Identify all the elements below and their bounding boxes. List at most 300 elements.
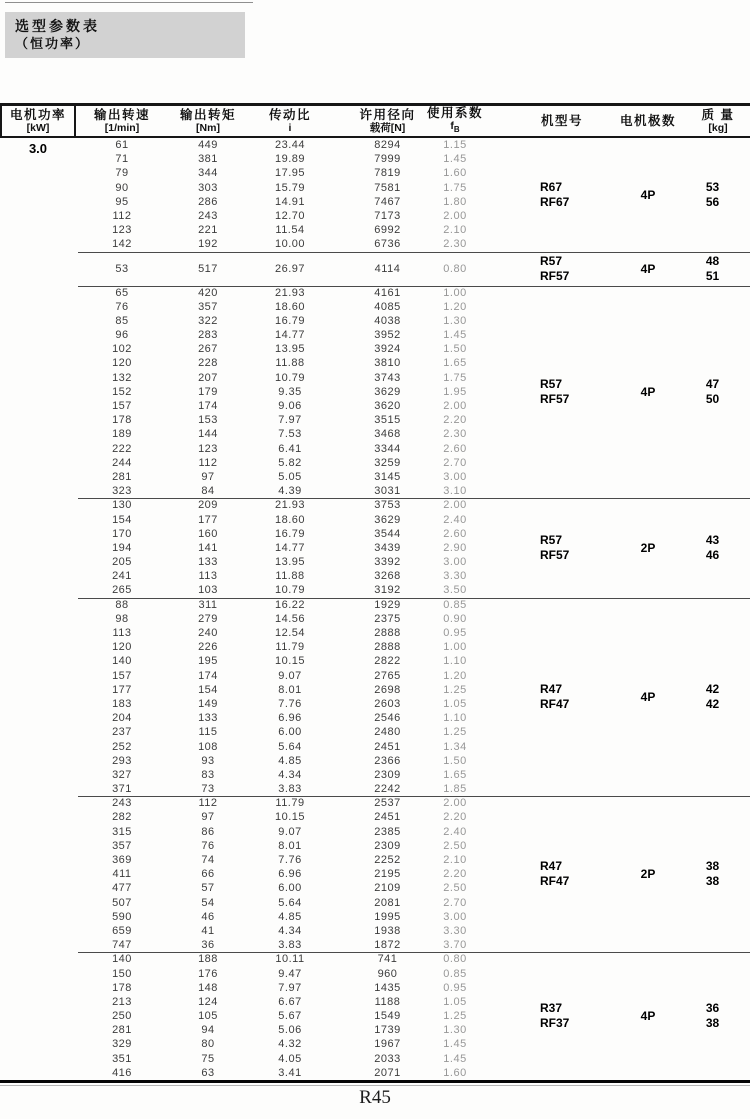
gearbox-model bbox=[540, 254, 569, 284]
table-row bbox=[0, 1052, 750, 1066]
radial-load-value: 2309 bbox=[374, 839, 401, 852]
output-speed-value: 327 bbox=[112, 768, 132, 781]
header-weight-label: 质 量 bbox=[701, 108, 735, 122]
table-row bbox=[0, 782, 750, 796]
output-torque-value: 97 bbox=[201, 811, 215, 824]
radial-load-value: 3629 bbox=[374, 385, 401, 398]
output-torque-value: 83 bbox=[201, 768, 215, 781]
motor-poles-value: 4P bbox=[640, 261, 656, 276]
ratio-value: 23.44 bbox=[274, 139, 306, 151]
table-row bbox=[0, 711, 750, 725]
radial-load-value: 1872 bbox=[374, 939, 401, 952]
output-torque-value: 311 bbox=[198, 598, 218, 611]
radial-load-value: 8294 bbox=[374, 139, 401, 151]
radial-load-value: 7467 bbox=[374, 195, 401, 208]
radial-load-value: 2309 bbox=[374, 768, 401, 781]
header-service-factor bbox=[422, 106, 488, 136]
output-torque-value: 154 bbox=[198, 683, 218, 696]
service-factor-value: 3.00 bbox=[443, 556, 467, 569]
table-row bbox=[0, 286, 750, 300]
output-torque-value: 322 bbox=[198, 314, 218, 327]
output-speed-value: 61 bbox=[115, 139, 129, 151]
output-speed-value: 204 bbox=[112, 712, 132, 725]
service-factor-value: 0.80 bbox=[443, 262, 467, 275]
output-speed-value: 154 bbox=[112, 513, 132, 526]
output-speed-value: 53 bbox=[115, 262, 129, 275]
table-group bbox=[0, 952, 750, 1080]
radial-load-value: 2109 bbox=[374, 882, 401, 895]
ratio-value: 9.35 bbox=[278, 385, 302, 398]
service-factor-value: 1.30 bbox=[443, 1024, 467, 1037]
output-torque-value: 133 bbox=[198, 556, 218, 569]
weight-value: 38 bbox=[705, 1016, 720, 1031]
output-torque-value: 57 bbox=[201, 882, 215, 895]
table-group bbox=[0, 286, 750, 499]
output-torque-value: 226 bbox=[198, 641, 218, 654]
header-motor-power bbox=[0, 106, 76, 136]
service-factor-value: 2.60 bbox=[443, 527, 467, 540]
ratio-value: 5.64 bbox=[278, 740, 302, 753]
ratio-value: 6.00 bbox=[278, 726, 302, 739]
output-speed-value: 142 bbox=[112, 238, 132, 251]
gearbox-model-name: RF67 bbox=[540, 194, 570, 209]
service-factor-value: 1.05 bbox=[443, 995, 467, 1008]
radial-load-value: 1188 bbox=[374, 995, 401, 1008]
table-row bbox=[0, 995, 750, 1009]
radial-load-value: 2366 bbox=[374, 754, 401, 767]
table-row bbox=[0, 356, 750, 370]
radial-load-value: 3392 bbox=[374, 556, 401, 569]
table-row bbox=[0, 754, 750, 768]
service-factor-value: 1.15 bbox=[443, 139, 467, 151]
ratio-value: 7.53 bbox=[278, 428, 302, 441]
service-factor-value: 1.25 bbox=[443, 1010, 467, 1023]
weight-values bbox=[690, 682, 735, 712]
output-torque-value: 174 bbox=[198, 669, 218, 682]
ratio-value: 6.96 bbox=[278, 712, 302, 725]
table-row bbox=[0, 825, 750, 839]
output-torque-value: 124 bbox=[198, 995, 218, 1008]
service-factor-value: 2.20 bbox=[443, 811, 467, 824]
service-factor-value: 1.65 bbox=[443, 768, 467, 781]
service-factor-value: 2.50 bbox=[443, 882, 467, 895]
radial-load-value: 3544 bbox=[374, 527, 401, 540]
service-factor-value: 1.65 bbox=[443, 357, 467, 370]
service-factor-value: 1.20 bbox=[443, 669, 467, 682]
radial-load-value: 1929 bbox=[374, 598, 401, 611]
header-motor-power-unit: [kW] bbox=[26, 122, 50, 134]
ratio-value: 11.54 bbox=[275, 224, 305, 237]
ratio-value: 12.70 bbox=[274, 209, 306, 222]
table-row bbox=[0, 470, 750, 484]
output-torque-value: 381 bbox=[198, 153, 218, 166]
table-row bbox=[0, 513, 750, 527]
output-torque-value: 149 bbox=[198, 697, 218, 710]
radial-load-value: 3924 bbox=[374, 343, 401, 356]
radial-load-value: 7581 bbox=[374, 181, 401, 194]
table-row bbox=[0, 839, 750, 853]
page-top-rule bbox=[5, 2, 253, 3]
motor-poles-value: 4P bbox=[640, 1009, 656, 1024]
output-torque-value: 144 bbox=[198, 428, 218, 441]
table-row bbox=[0, 342, 750, 356]
ratio-value: 10.11 bbox=[275, 953, 305, 966]
output-speed-value: 140 bbox=[112, 655, 132, 668]
output-torque-value: 80 bbox=[201, 1038, 215, 1051]
radial-load-value: 3620 bbox=[374, 400, 401, 412]
weight-values bbox=[690, 254, 735, 284]
radial-load-value: 7819 bbox=[374, 167, 401, 180]
table-row bbox=[0, 853, 750, 867]
ratio-value: 11.88 bbox=[275, 570, 305, 583]
table-row bbox=[0, 152, 750, 166]
output-speed-value: 194 bbox=[112, 541, 132, 554]
gearbox-model-name: RF47 bbox=[540, 874, 570, 889]
header-output-torque bbox=[168, 106, 248, 136]
output-speed-value: 241 bbox=[112, 570, 132, 583]
service-factor-value: 1.50 bbox=[443, 343, 467, 356]
service-factor-value: 2.40 bbox=[443, 513, 467, 526]
output-speed-value: 265 bbox=[112, 584, 132, 597]
output-torque-value: 357 bbox=[198, 300, 218, 313]
service-factor-value: 2.20 bbox=[443, 868, 467, 881]
ratio-value: 10.15 bbox=[274, 811, 306, 824]
output-speed-value: 590 bbox=[112, 910, 132, 923]
motor-poles-value: 2P bbox=[640, 867, 656, 882]
gearbox-model-name: R47 bbox=[540, 859, 563, 874]
output-torque-value: 108 bbox=[198, 740, 218, 753]
header-service-factor-label: 使用系数 bbox=[426, 105, 483, 120]
output-torque-value: 46 bbox=[201, 910, 215, 923]
ratio-value: 3.83 bbox=[278, 783, 302, 796]
output-speed-value: 507 bbox=[112, 896, 132, 909]
header-service-factor-symbol: $f_B$ bbox=[450, 119, 460, 135]
ratio-value: 4.34 bbox=[278, 924, 302, 937]
ratio-value: 9.47 bbox=[278, 967, 302, 980]
table-row bbox=[0, 598, 750, 612]
output-speed-value: 96 bbox=[115, 329, 129, 342]
output-torque-value: 286 bbox=[198, 195, 218, 208]
weight-value: 46 bbox=[705, 547, 720, 562]
table-row bbox=[0, 938, 750, 952]
radial-load-value: 3952 bbox=[374, 329, 401, 342]
service-factor-value: 2.50 bbox=[443, 839, 467, 852]
output-torque-value: 517 bbox=[198, 262, 218, 275]
table-row bbox=[0, 237, 750, 251]
output-torque-value: 36 bbox=[201, 939, 215, 952]
radial-load-value: 1967 bbox=[374, 1038, 401, 1051]
output-speed-value: 157 bbox=[112, 669, 132, 682]
output-torque-value: 133 bbox=[198, 712, 218, 725]
output-torque-value: 115 bbox=[198, 726, 218, 739]
output-speed-value: 205 bbox=[112, 556, 132, 569]
output-torque-value: 240 bbox=[198, 627, 218, 639]
radial-load-value: 4161 bbox=[374, 286, 401, 299]
table-row bbox=[0, 1066, 750, 1080]
gearbox-model-name: RF47 bbox=[540, 696, 570, 711]
service-factor-value: 1.85 bbox=[443, 783, 467, 796]
output-torque-value: 148 bbox=[198, 981, 218, 994]
service-factor-value: 1.45 bbox=[443, 1038, 467, 1051]
output-speed-value: 157 bbox=[112, 400, 132, 412]
header-output-torque-label: 输出转矩 bbox=[179, 108, 236, 122]
header-output-speed-label: 输出转速 bbox=[93, 108, 150, 122]
radial-load-value: 2888 bbox=[374, 641, 401, 654]
service-factor-value: 0.95 bbox=[443, 981, 467, 994]
table-group bbox=[0, 598, 750, 797]
output-torque-value: 63 bbox=[201, 1066, 215, 1079]
radial-load-value: 2451 bbox=[374, 740, 401, 753]
table-group bbox=[0, 252, 750, 286]
table-row bbox=[0, 881, 750, 895]
table-row bbox=[0, 498, 750, 512]
table-row bbox=[0, 810, 750, 824]
ratio-value: 19.89 bbox=[274, 153, 306, 166]
output-torque-value: 188 bbox=[198, 953, 218, 966]
service-factor-value: 2.70 bbox=[443, 456, 467, 469]
radial-load-value: 3268 bbox=[374, 570, 401, 583]
table-row bbox=[0, 626, 750, 640]
ratio-value: 14.77 bbox=[274, 541, 306, 554]
radial-load-value: 1995 bbox=[374, 910, 401, 923]
ratio-value: 7.76 bbox=[278, 697, 302, 710]
table-row bbox=[0, 910, 750, 924]
motor-poles-value: 4P bbox=[640, 187, 656, 202]
service-factor-value: 1.50 bbox=[443, 754, 467, 767]
output-torque-value: 243 bbox=[198, 209, 218, 222]
ratio-value: 7.97 bbox=[278, 414, 302, 427]
section-title: 选型参数表 bbox=[15, 18, 100, 34]
output-speed-value: 237 bbox=[112, 726, 132, 739]
ratio-value: 21.93 bbox=[274, 286, 306, 299]
table-row bbox=[0, 952, 750, 966]
gearbox-model-name: R57 bbox=[540, 376, 563, 391]
table-row bbox=[0, 484, 750, 498]
table-row bbox=[0, 527, 750, 541]
radial-load-value: 2081 bbox=[374, 896, 401, 909]
service-factor-value: 2.10 bbox=[443, 854, 467, 866]
ratio-value: 16.22 bbox=[274, 598, 306, 611]
radial-load-value: 3259 bbox=[374, 456, 401, 469]
service-factor-value: 1.20 bbox=[443, 300, 467, 313]
header-radial-load-unit: 载荷[N] bbox=[369, 122, 406, 134]
output-torque-value: 179 bbox=[198, 385, 218, 398]
output-speed-value: 351 bbox=[112, 1052, 132, 1065]
output-speed-value: 177 bbox=[112, 683, 132, 696]
gearbox-model-name: R67 bbox=[540, 179, 563, 194]
table-row bbox=[0, 442, 750, 456]
radial-load-value: 3145 bbox=[374, 470, 401, 483]
ratio-value: 3.83 bbox=[278, 939, 302, 952]
output-speed-value: 88 bbox=[115, 598, 129, 611]
output-speed-value: 150 bbox=[112, 967, 132, 980]
ratio-value: 17.95 bbox=[274, 167, 306, 180]
service-factor-value: 1.60 bbox=[443, 1066, 467, 1079]
output-torque-value: 209 bbox=[198, 499, 218, 512]
ratio-value: 5.82 bbox=[278, 456, 302, 469]
table-row bbox=[0, 669, 750, 683]
radial-load-value: 1938 bbox=[374, 924, 401, 937]
service-factor-value: 2.00 bbox=[443, 400, 467, 412]
radial-load-value: 4038 bbox=[374, 314, 401, 327]
weight-value: 38 bbox=[705, 874, 720, 889]
ratio-value: 9.06 bbox=[278, 400, 302, 412]
radial-load-value: 4085 bbox=[374, 300, 401, 313]
radial-load-value: 2765 bbox=[374, 669, 401, 682]
output-speed-value: 90 bbox=[115, 181, 129, 194]
gearbox-model-name: RF57 bbox=[540, 268, 570, 283]
service-factor-value: 2.00 bbox=[443, 499, 467, 512]
output-torque-value: 141 bbox=[198, 541, 218, 554]
table-row bbox=[0, 583, 750, 597]
radial-load-value: 3031 bbox=[374, 485, 401, 498]
ratio-value: 5.06 bbox=[278, 1024, 302, 1037]
output-torque-value: 112 bbox=[198, 797, 218, 810]
table-body bbox=[0, 138, 750, 1080]
radial-load-value: 960 bbox=[377, 967, 398, 980]
service-factor-value: 1.45 bbox=[443, 153, 467, 166]
header-motor-poles-label: 电机极数 bbox=[619, 114, 676, 128]
output-torque-value: 76 bbox=[201, 839, 215, 852]
radial-load-value: 2537 bbox=[374, 797, 401, 810]
output-torque-value: 97 bbox=[201, 470, 215, 483]
motor-power-value: 3.0 bbox=[28, 141, 48, 156]
radial-load-value: 7999 bbox=[374, 153, 401, 166]
radial-load-value: 3439 bbox=[374, 541, 401, 554]
ratio-value: 6.41 bbox=[278, 442, 302, 455]
table-row bbox=[0, 371, 750, 385]
service-factor-value: 1.75 bbox=[443, 371, 467, 384]
table-row bbox=[0, 223, 750, 237]
service-factor-value: 3.00 bbox=[443, 470, 467, 483]
output-speed-value: 659 bbox=[112, 924, 132, 937]
gearbox-model bbox=[540, 682, 569, 712]
output-torque-value: 153 bbox=[198, 414, 218, 427]
ratio-value: 14.56 bbox=[274, 612, 306, 625]
output-torque-value: 449 bbox=[198, 139, 218, 151]
service-factor-value: 1.45 bbox=[443, 329, 467, 342]
table-row bbox=[0, 209, 750, 223]
output-speed-value: 477 bbox=[112, 882, 132, 895]
ratio-value: 4.39 bbox=[278, 485, 302, 498]
output-torque-value: 113 bbox=[198, 570, 218, 583]
table-row bbox=[0, 654, 750, 668]
service-factor-value: 3.70 bbox=[443, 939, 467, 952]
header-output-speed bbox=[76, 106, 168, 136]
radial-load-value: 3743 bbox=[374, 371, 401, 384]
radial-load-value: 6992 bbox=[374, 224, 401, 237]
output-speed-value: 130 bbox=[112, 499, 132, 512]
service-factor-value: 2.30 bbox=[443, 238, 467, 251]
output-speed-value: 123 bbox=[112, 224, 132, 237]
ratio-value: 4.85 bbox=[278, 910, 302, 923]
weight-values bbox=[690, 1001, 735, 1031]
output-speed-value: 120 bbox=[112, 641, 132, 654]
service-factor-value: 1.00 bbox=[443, 641, 467, 654]
service-factor-value: 1.95 bbox=[443, 385, 467, 398]
gearbox-model-name: RF37 bbox=[540, 1016, 570, 1031]
output-torque-value: 177 bbox=[198, 513, 218, 526]
service-factor-value: 2.60 bbox=[443, 442, 467, 455]
service-factor-value: 1.80 bbox=[443, 195, 467, 208]
service-factor-value: 3.50 bbox=[443, 584, 467, 597]
ratio-value: 11.79 bbox=[275, 797, 305, 810]
radial-load-value: 3629 bbox=[374, 513, 401, 526]
output-torque-value: 303 bbox=[198, 181, 218, 194]
radial-load-value: 3515 bbox=[374, 414, 401, 427]
service-factor-value: 1.10 bbox=[443, 655, 467, 668]
output-speed-value: 79 bbox=[115, 167, 129, 180]
table-row bbox=[0, 427, 750, 441]
radial-load-value: 7173 bbox=[374, 209, 401, 222]
output-speed-value: 329 bbox=[112, 1038, 132, 1051]
header-motor-poles bbox=[610, 106, 686, 136]
output-speed-value: 152 bbox=[112, 385, 132, 398]
service-factor-value: 0.80 bbox=[443, 953, 467, 966]
ratio-value: 10.15 bbox=[274, 655, 306, 668]
service-factor-value: 0.95 bbox=[443, 627, 467, 639]
output-torque-value: 105 bbox=[198, 1010, 218, 1023]
output-torque-value: 103 bbox=[198, 584, 218, 597]
ratio-value: 8.01 bbox=[278, 839, 302, 852]
gearbox-model bbox=[540, 533, 569, 563]
output-torque-value: 93 bbox=[201, 754, 215, 767]
motor-poles-value: 2P bbox=[640, 540, 656, 555]
output-torque-value: 279 bbox=[198, 612, 218, 625]
table-row bbox=[0, 569, 750, 583]
ratio-value: 11.79 bbox=[275, 641, 305, 654]
table-header bbox=[0, 103, 750, 138]
output-speed-value: 250 bbox=[112, 1010, 132, 1023]
service-factor-value: 1.05 bbox=[443, 697, 467, 710]
service-factor-value: 1.60 bbox=[443, 167, 467, 180]
output-torque-value: 112 bbox=[198, 456, 218, 469]
service-factor-value: 1.34 bbox=[443, 740, 467, 753]
radial-load-value: 2242 bbox=[374, 783, 401, 796]
gearbox-model bbox=[540, 859, 569, 889]
table-row bbox=[0, 981, 750, 995]
table-row bbox=[0, 740, 750, 754]
radial-load-value: 741 bbox=[377, 953, 398, 966]
output-speed-value: 98 bbox=[115, 612, 129, 625]
radial-load-value: 2033 bbox=[374, 1052, 401, 1065]
page-number: R45 bbox=[359, 1087, 391, 1108]
output-speed-value: 178 bbox=[112, 414, 132, 427]
table-row bbox=[0, 796, 750, 810]
output-speed-value: 281 bbox=[112, 470, 132, 483]
ratio-value: 21.93 bbox=[274, 499, 306, 512]
output-speed-value: 76 bbox=[115, 300, 129, 313]
output-speed-value: 213 bbox=[112, 995, 132, 1008]
radial-load-value: 1549 bbox=[374, 1010, 401, 1023]
ratio-value: 18.60 bbox=[274, 300, 306, 313]
ratio-value: 26.97 bbox=[274, 262, 306, 275]
table-row bbox=[0, 138, 750, 152]
selection-parameter-table bbox=[0, 103, 750, 1086]
radial-load-value: 2603 bbox=[374, 697, 401, 710]
table-row bbox=[0, 399, 750, 413]
output-speed-value: 120 bbox=[112, 357, 132, 370]
ratio-value: 8.01 bbox=[278, 683, 302, 696]
weight-values bbox=[690, 377, 735, 407]
section-title-box bbox=[5, 12, 245, 58]
output-speed-value: 95 bbox=[115, 195, 129, 208]
radial-load-value: 2888 bbox=[374, 627, 401, 639]
output-speed-value: 71 bbox=[115, 153, 129, 166]
weight-values bbox=[690, 180, 735, 210]
header-model bbox=[512, 106, 612, 136]
ratio-value: 12.54 bbox=[274, 627, 306, 639]
